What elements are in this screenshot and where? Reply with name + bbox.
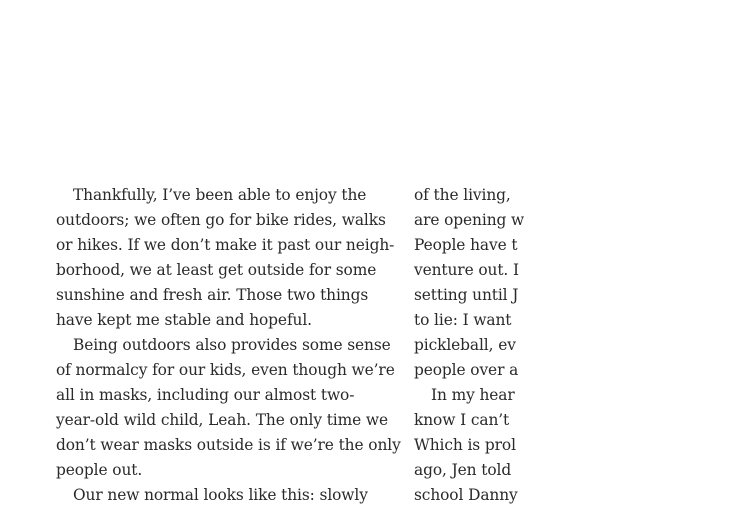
text-line: venture out. I — [414, 261, 519, 279]
text-line: school Danny — [414, 486, 518, 504]
text-line: In my hear — [431, 386, 515, 404]
text-column-left — [56, 183, 401, 508]
text-line: Our new normal looks like this: slowly — [73, 486, 368, 504]
text-line: to lie: I want — [414, 311, 512, 329]
text-line: People have t — [414, 236, 518, 254]
text-line: outdoors; we often go for bike rides, walks — [56, 211, 386, 229]
text-line: know I can’t — [414, 411, 510, 429]
text-line: sunshine and fresh air. Those two things — [56, 286, 369, 304]
text-line: pickleball, ev — [414, 336, 516, 354]
text-line: of the living, — [414, 186, 511, 204]
text-line: ago, Jen told — [414, 461, 512, 479]
text-line: Which is prol — [414, 436, 516, 454]
text-line: Being outdoors also provides some sense — [73, 336, 391, 354]
text-line: are opening w — [414, 211, 525, 229]
text-line: or hikes. If we don’t make it past our neigh- — [56, 236, 395, 254]
text-line: all in masks, including our almost two- — [56, 386, 355, 404]
text-line: Thankfully, I’ve been able to enjoy the — [73, 186, 367, 204]
text-line: have kept me stable and hopeful. — [56, 311, 312, 329]
text-line: borhood, we at least get outside for some — [56, 261, 377, 279]
text-line: setting until J — [414, 286, 519, 304]
text-line: of normalcy for our kids, even though we’re — [56, 361, 395, 379]
text-column-right — [414, 183, 754, 508]
text-line: people out. — [56, 461, 143, 479]
text-line: year-old wild child, Leah. The only time we — [56, 411, 388, 429]
text-line: people over a — [414, 361, 519, 379]
text-line: don’t wear masks outside is if we’re the only — [56, 436, 401, 454]
